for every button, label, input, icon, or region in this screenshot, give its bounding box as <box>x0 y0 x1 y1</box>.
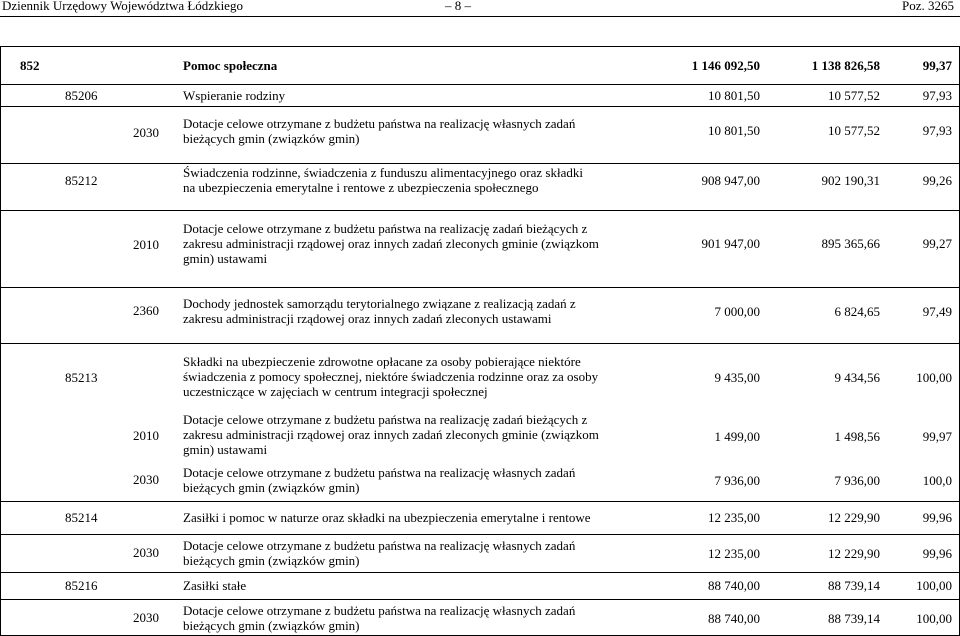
table-rule <box>0 106 960 107</box>
row-description: Dotacje celowe otrzymane z budżetu państwa na realizację własnych zadań bieżących gmin (związków gmin) <box>183 538 576 568</box>
row-percent: 100,00 <box>916 370 952 385</box>
table-rule <box>0 599 960 600</box>
row-plan-value: 1 146 092,50 <box>691 58 760 73</box>
row-description: Dotacje celowe otrzymane z budżetu państwa na realizację własnych zadań bieżących gmin (związków gmin) <box>183 603 576 633</box>
row-plan-value: 901 947,00 <box>701 236 760 251</box>
row-plan-value: 1 499,00 <box>714 429 760 444</box>
row-plan-value: 88 740,00 <box>708 578 760 593</box>
row-code: 2030 <box>133 472 159 487</box>
row-percent: 99,27 <box>922 236 952 251</box>
table-rule <box>0 210 960 211</box>
row-description: Dochody jednostek samorządu terytorialnego związane z realizacją zadań z zakresu administracji rządowej oraz innych zadań zleconych ustawami <box>183 296 576 326</box>
row-code: 85216 <box>65 578 98 593</box>
row-plan-value: 12 235,00 <box>708 546 760 561</box>
row-code: 85214 <box>65 510 98 525</box>
row-percent: 99,97 <box>922 429 952 444</box>
row-plan-value: 9 435,00 <box>714 370 760 385</box>
page-number: – 8 – <box>445 0 471 13</box>
row-percent: 99,37 <box>922 58 952 73</box>
row-description: Dotacje celowe otrzymane z budżetu państwa na realizację zadań bieżących z zakresu administracji rządowej oraz innych zadań zleconych gminie (związkom gmin) ustawami <box>183 412 599 457</box>
row-executed-value: 6 824,65 <box>834 304 880 319</box>
row-plan-value: 908 947,00 <box>701 173 760 188</box>
row-executed-value: 895 365,66 <box>821 236 880 251</box>
row-code: 2030 <box>133 610 159 625</box>
table-rule <box>0 501 960 502</box>
row-description: Dotacje celowe otrzymane z budżetu państwa na realizację własnych zadań bieżących gmin (związków gmin) <box>183 465 576 495</box>
row-percent: 100,00 <box>916 578 952 593</box>
row-plan-value: 88 740,00 <box>708 611 760 626</box>
row-executed-value: 1 498,56 <box>834 429 880 444</box>
table-rule <box>0 572 960 573</box>
page-header <box>0 0 960 16</box>
row-code: 85206 <box>65 88 98 103</box>
row-description: Dotacje celowe otrzymane z budżetu państwa na realizację własnych zadań bieżących gmin (związków gmin) <box>183 116 576 146</box>
row-percent: 97,93 <box>922 123 952 138</box>
table-rule <box>0 343 960 344</box>
row-plan-value: 12 235,00 <box>708 510 760 525</box>
journal-title: Dziennik Urzędowy Województwa Łódzkiego <box>2 0 243 13</box>
row-description: Zasiłki i pomoc w naturze oraz składki na ubezpieczenia emerytalne i rentowe <box>183 510 591 525</box>
row-executed-value: 7 936,00 <box>834 473 880 488</box>
header-rule <box>0 16 960 17</box>
row-executed-value: 1 138 826,58 <box>811 58 880 73</box>
table-rule <box>0 287 960 288</box>
row-code: 2030 <box>133 545 159 560</box>
row-code: 85213 <box>65 370 98 385</box>
table-border-left <box>0 46 1 636</box>
row-code: 2030 <box>133 125 159 140</box>
row-percent: 99,96 <box>922 546 952 561</box>
row-plan-value: 10 801,50 <box>708 123 760 138</box>
table-rule <box>0 84 960 85</box>
item-number: Poz. 3265 <box>902 0 954 13</box>
row-percent: 97,49 <box>922 304 952 319</box>
row-description: Świadczenia rodzinne, świadczenia z funduszu alimentacyjnego oraz składki na ubezpieczenia emerytalne i rentowe z ubezpieczenia społecznego <box>183 165 583 195</box>
row-code: 2360 <box>133 303 159 318</box>
table-rule <box>0 46 960 47</box>
row-executed-value: 10 577,52 <box>828 88 880 103</box>
row-executed-value: 902 190,31 <box>821 173 880 188</box>
row-executed-value: 88 739,14 <box>828 611 880 626</box>
row-percent: 99,96 <box>922 510 952 525</box>
table-rule <box>0 163 960 164</box>
row-executed-value: 88 739,14 <box>828 578 880 593</box>
row-code: 852 <box>20 58 40 73</box>
row-description: Dotacje celowe otrzymane z budżetu państwa na realizację zadań bieżących z zakresu administracji rządowej oraz innych zadań zleconych gminie (związkom gmin) ustawami <box>183 221 599 266</box>
row-percent: 100,0 <box>922 473 952 488</box>
row-executed-value: 12 229,90 <box>828 546 880 561</box>
row-plan-value: 7 936,00 <box>714 473 760 488</box>
row-description: Składki na ubezpieczenie zdrowotne opłacane za osoby pobierające niektóre świadczenia z pomocy społecznej, niektóre świadczenia rodzinne oraz za osoby uczestniczące w zajęciach w centrum integracji społecznej <box>183 354 599 399</box>
row-code: 2010 <box>133 428 159 443</box>
row-description: Pomoc społeczna <box>183 58 278 73</box>
row-percent: 99,26 <box>922 173 952 188</box>
row-executed-value: 10 577,52 <box>828 123 880 138</box>
row-code: 2010 <box>133 237 159 252</box>
row-percent: 100,00 <box>916 611 952 626</box>
row-code: 85212 <box>65 173 98 188</box>
row-plan-value: 7 000,00 <box>714 304 760 319</box>
table-rule <box>0 534 960 535</box>
row-description: Wspieranie rodziny <box>183 88 286 103</box>
row-percent: 97,93 <box>922 88 952 103</box>
row-executed-value: 12 229,90 <box>828 510 880 525</box>
row-description: Zasiłki stałe <box>183 578 247 593</box>
row-plan-value: 10 801,50 <box>708 88 760 103</box>
row-executed-value: 9 434,56 <box>834 370 880 385</box>
